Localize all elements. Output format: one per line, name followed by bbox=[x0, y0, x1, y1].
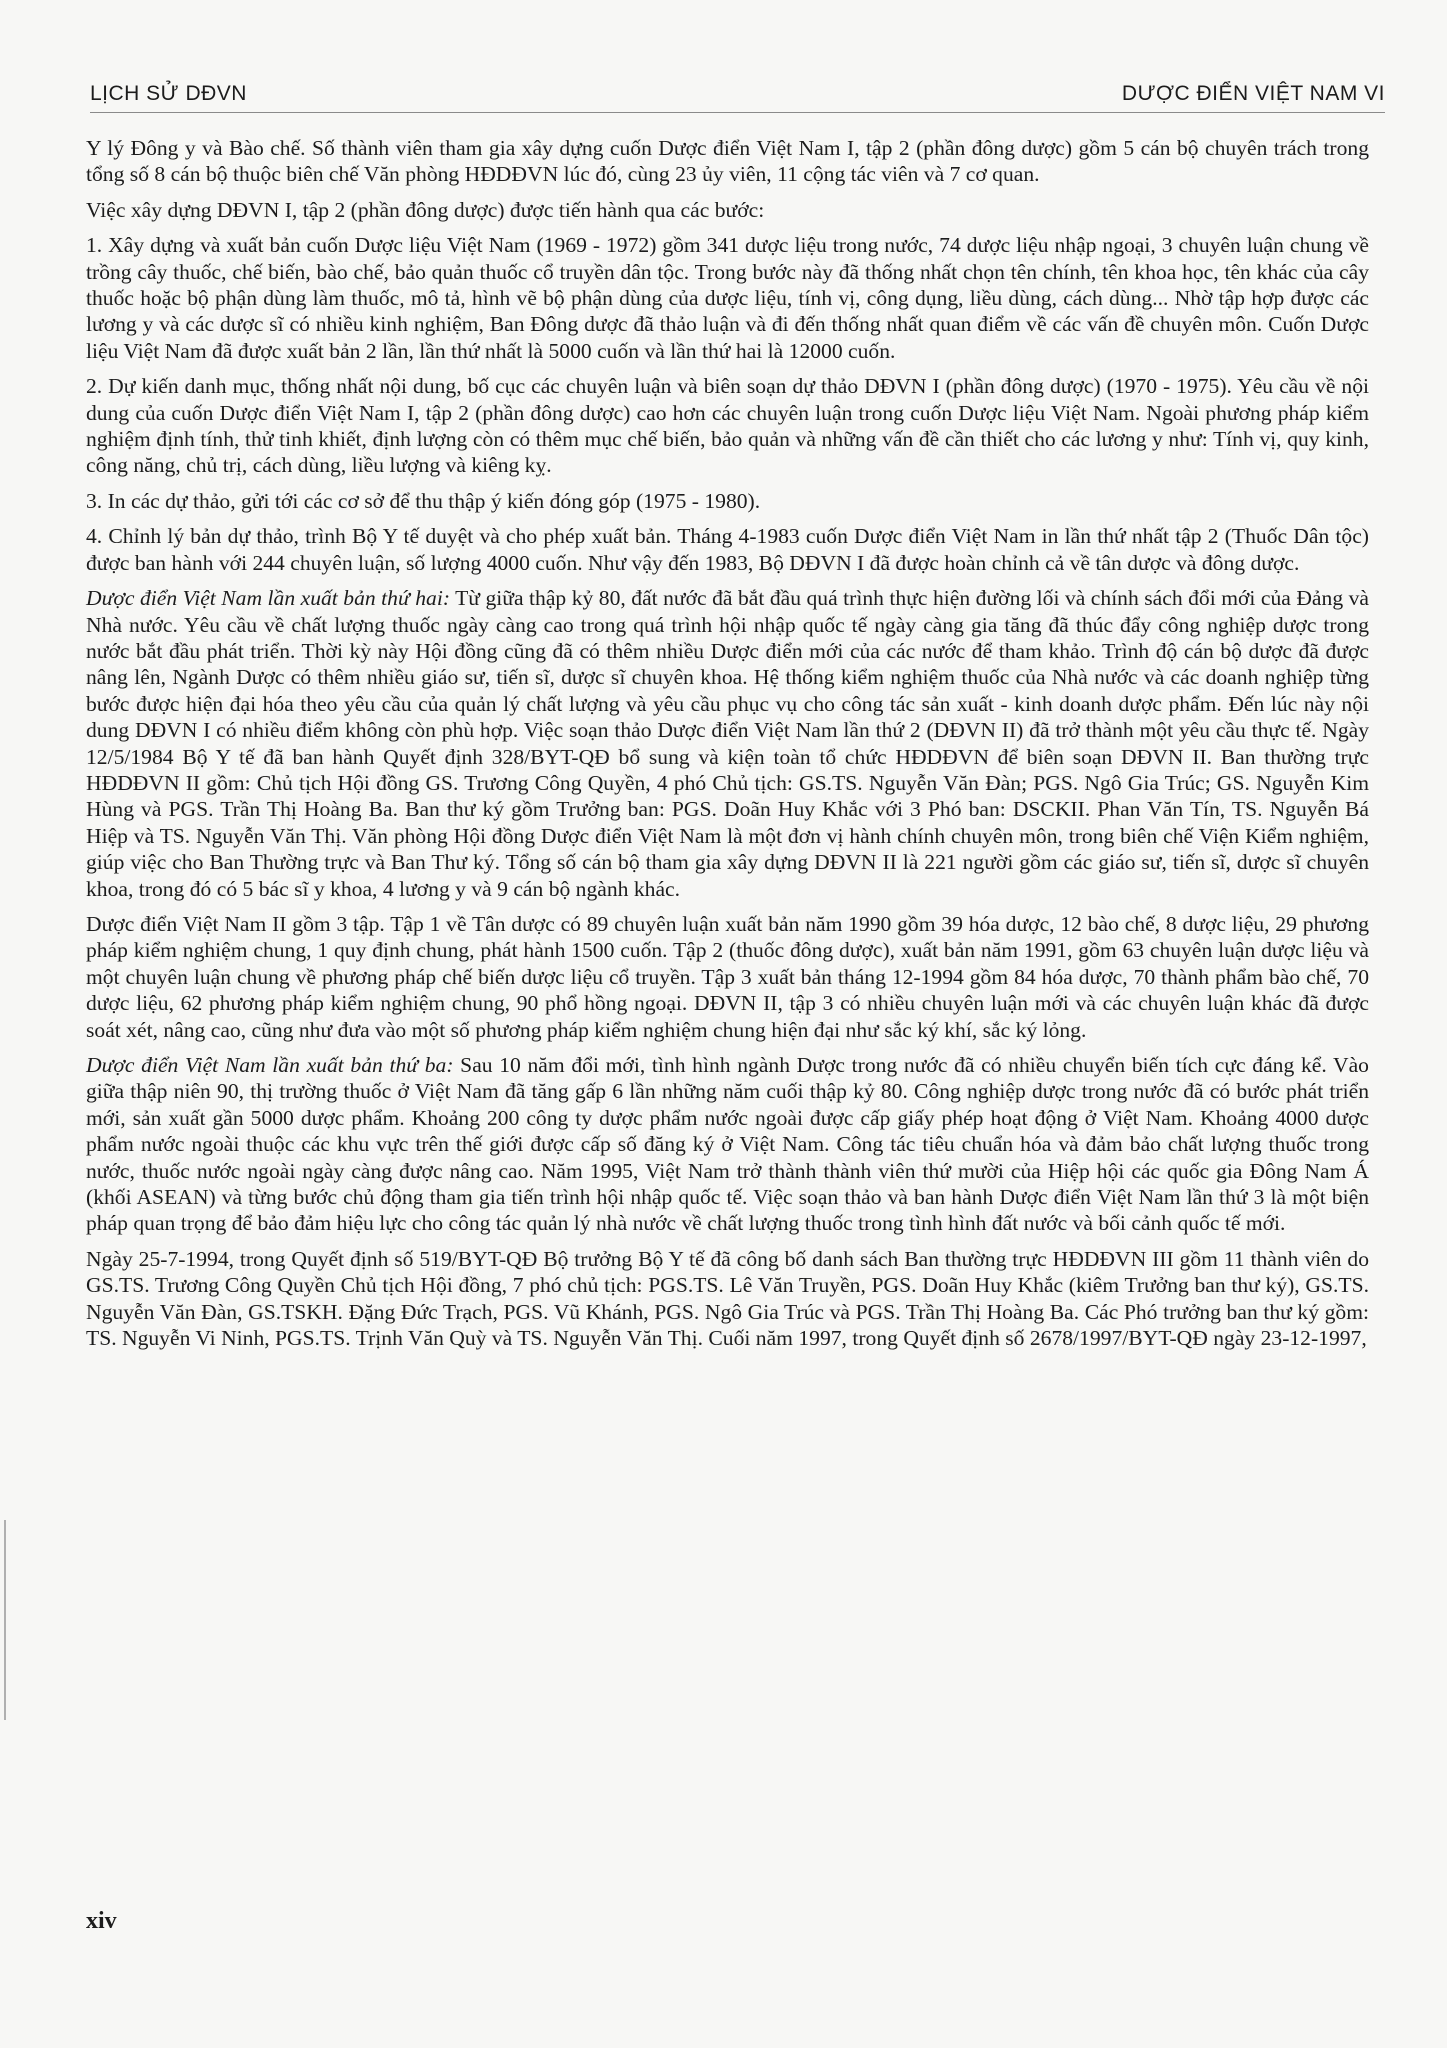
header-section-title: LỊCH SỬ DĐVN bbox=[90, 82, 247, 105]
paragraph: 1. Xây dựng và xuất bản cuốn Dược liệu Việt Nam (1969 - 1972) gồm 341 dược liệu trong nước, 74 dược liệu nhập ngoại, 3 chuyên luận chung về trồng cây thuốc, chế biến, bào chế, bảo quản thuốc cổ truyền dân tộc. Trong bước này đã thống nhất chọn tên chính, tên khoa học, tên khác của cây thuốc hoặc bộ phận dùng làm thuốc, mô tả, hình vẽ bộ phận dùng của dược liệu, tính vị, công dụng, liều dùng, cách dùng... Nhờ tập hợp được các lương y và các dược sĩ có nhiều kinh nghiệm, Ban Đông dược đã thảo luận và đi đến thống nhất quan điểm về các vấn đề chuyên môn. Cuốn Dược liệu Việt Nam đã được xuất bản 2 lần, lần thứ nhất là 5000 cuốn và lần thứ hai là 12000 cuốn. bbox=[86, 233, 1369, 363]
header-book-title: DƯỢC ĐIỂN VIỆT NAM VI bbox=[1121, 82, 1385, 105]
paragraph: Ngày 25-7-1994, trong Quyết định số 519/BYT-QĐ Bộ trưởng Bộ Y tế đã công bố danh sách Ban thường trực HĐDĐVN III gồm 11 thành viên do GS.TS. Trương Công Quyền Chủ tịch Hội đồng, 7 phó chủ tịch: PGS.TS. Lê Văn Truyền, PGS. Doãn Huy Khắc (kiêm Trưởng ban thư ký), GS.TS. Nguyễn Văn Đàn, GS.TSKH. Đặng Đức Trạch, PGS. Vũ Khánh, PGS. Ngô Gia Trúc và PGS. Trần Thị Hoàng Ba. Các Phó trưởng ban thư ký gồm: TS. Nguyễn Vi Ninh, PGS.TS. Trịnh Văn Quỳ và TS. Nguyễn Văn Thị. Cuối năm 1997, trong Quyết định số 2678/1997/BYT-QĐ ngày 23-12-1997, bbox=[86, 1246, 1369, 1351]
paragraph: 4. Chỉnh lý bản dự thảo, trình Bộ Y tế duyệt và cho phép xuất bản. Tháng 4-1983 cuốn Dược điển Việt Nam in lần thứ nhất tập 2 (Thuốc Dân tộc) được ban hành với 244 chuyên luận, số lượng 4000 cuốn. Như vậy đến 1983, Bộ DĐVN I đã được hoàn chỉnh cả về tân dược và đông dược. bbox=[86, 524, 1369, 575]
paragraph: Dược điển Việt Nam II gồm 3 tập. Tập 1 về Tân dược có 89 chuyên luận xuất bản năm 1990 gồm 39 hóa dược, 12 bào chế, 8 dược liệu, 29 phương pháp kiểm nghiệm chung, 1 quy định chung, phát hành 1500 cuốn. Tập 2 (thuốc đông dược), xuất bản năm 1991, gồm 63 chuyên luận dược liệu và một chuyên luận chung về phương pháp chế biến dược liệu cổ truyền. Tập 3 xuất bản tháng 12-1994 gồm 84 hóa dược, 70 thành phẩm bào chế, 70 dược liệu, 62 phương pháp kiểm nghiệm chung, 90 phổ hồng ngoại. DĐVN II, tập 3 có nhiều chuyên luận mới và các chuyên luận khác đã được soát xét, nâng cao, cũng như đưa vào một số phương pháp kiểm nghiệm chung hiện đại như sắc ký khí, sắc ký lỏng. bbox=[86, 911, 1369, 1042]
paragraph: 3. In các dự thảo, gửi tới các cơ sở để thu thập ý kiến đóng góp (1975 - 1980). bbox=[86, 488, 761, 513]
paragraph: Y lý Đông y và Bào chế. Số thành viên tham gia xây dựng cuốn Dược điển Việt Nam I, tập 2 (phần đông dược) gồm 5 cán bộ chuyên trách trong tổng số 8 cán bộ thuộc biên chế Văn phòng HĐDĐVN lúc đó, cùng 23 ủy viên, 11 cộng tác viên và 7 cơ quan. bbox=[86, 136, 1369, 187]
paragraph: Dược điển Việt Nam lần xuất bản thứ ba: Sau 10 năm đổi mới, tình hình ngành Dược trong nước đã có nhiều chuyển biến tích cực đáng kể. Vào giữa thập niên 90, thị trường thuốc ở Việt Nam đã tăng gấp 6 lần những năm cuối thập kỷ 80. Công nghiệp dược trong nước đã có bước phát triển mới, sản xuất gần 5000 dược phẩm. Khoảng 200 công ty dược phẩm nước ngoài được cấp giấy phép hoạt động ở Việt Nam. Khoảng 4000 dược phẩm nước ngoài thuộc các khu vực trên thế giới được cấp số đăng ký ở Việt Nam. Công tác tiêu chuẩn hóa và đảm bảo chất lượng thuốc trong nước, thuốc nước ngoài ngày càng được nâng cao. Năm 1995, Việt Nam trở thành thành viên thứ mười của Hiệp hội các quốc gia Đông Nam Á (khối ASEAN) và từng bước chủ động tham gia tiến trình hội nhập quốc tế. Việc soạn thảo và ban hành Dược điển Việt Nam lần thứ 3 là một biện pháp quan trọng để bảo đảm hiệu lực cho công tác quản lý nhà nước về chất lượng thuốc trong tình hình đất nước và bối cảnh quốc tế mới. bbox=[86, 1053, 1369, 1236]
paragraph: Dược điển Việt Nam lần xuất bản thứ hai: Từ giữa thập kỷ 80, đất nước đã bắt đầu quá trình thực hiện đường lối và chính sách đổi mới của Đảng và Nhà nước. Yêu cầu về chất lượng thuốc ngày càng cao trong quá trình hội nhập quốc tế ngày càng gia tăng đã thúc đẩy công nghiệp dược trong nước bắt đầu phát triển. Thời kỳ này Hội đồng cũng đã có thêm nhiều Dược điển mới của các nước để tham khảo. Trình độ cán bộ dược đã được nâng lên, Ngành Dược có thêm nhiều giáo sư, tiến sĩ, dược sĩ chuyên khoa. Hệ thống kiểm nghiệm thuốc của Nhà nước và các doanh nghiệp từng bước được hiện đại hóa theo yêu cầu của quản lý chất lượng và yêu cầu phục vụ cho công tác sản xuất - kinh doanh dược phẩm. Đến lúc này nội dung DĐVN I có nhiều điểm không còn phù hợp. Việc soạn thảo Dược điển Việt Nam lần thứ 2 (DĐVN II) đã trở thành một yêu cầu thực tế. Ngày 12/5/1984 Bộ Y tế đã ban hành Quyết định 328/BYT-QĐ bổ sung và kiện toàn tổ chức HĐDĐVN để biên soạn DĐVN II. Ban thường trực HĐDĐVN II gồm: Chủ tịch Hội đồng GS. Trương Công Quyền, 4 phó Chủ tịch: GS.TS. Nguyễn Văn Đàn; PGS. Ngô Gia Trúc; GS. Nguyễn Kim Hùng và PGS. Trần Thị Hoàng Ba. Ban thư ký gồm Trưởng ban: PGS. Doãn Huy Khắc với 3 Phó ban: DSCKII. Phan Văn Tín, TS. Nguyễn Bá Hiệp và TS. Nguyễn Văn Thị. Văn phòng Hội đồng Dược điển Việt Nam là một đơn vị hành chính chuyên môn, trong biên chế Viện Kiểm nghiệm, giúp việc cho Ban Thường trực và Ban Thư ký. Tổng số cán bộ tham gia xây dựng DĐVN II là 221 người gồm các giáo sư, tiến sĩ, dược sĩ chuyên khoa, trong đó có 5 bác sĩ y khoa, 4 lương y và 9 cán bộ ngành khác. bbox=[86, 586, 1369, 901]
page-number: xiv bbox=[86, 1908, 117, 1934]
scan-margin-mark bbox=[4, 1520, 6, 1720]
body-text bbox=[86, 135, 1369, 1360]
paragraph: 2. Dự kiến danh mục, thống nhất nội dung, bố cục các chuyên luận và biên soạn dự thảo DĐVN I (phần đông dược) (1970 - 1975). Yêu cầu về nội dung của cuốn Dược điển Việt Nam I, tập 2 (phần đông dược) cao hơn các chuyên luận trong cuốn Dược liệu Việt Nam. Ngoài phương pháp kiểm nghiệm định tính, thử tinh khiết, định lượng còn có thêm mục chế biến, bảo quản và những vấn đề cần thiết cho các lương y như: Tính vị, quy kinh, công năng, chủ trị, cách dùng, liều lượng và kiêng kỵ. bbox=[86, 374, 1369, 478]
paragraph: Việc xây dựng DĐVN I, tập 2 (phần đông dược) được tiến hành qua các bước: bbox=[86, 197, 765, 222]
running-header bbox=[90, 82, 1385, 113]
